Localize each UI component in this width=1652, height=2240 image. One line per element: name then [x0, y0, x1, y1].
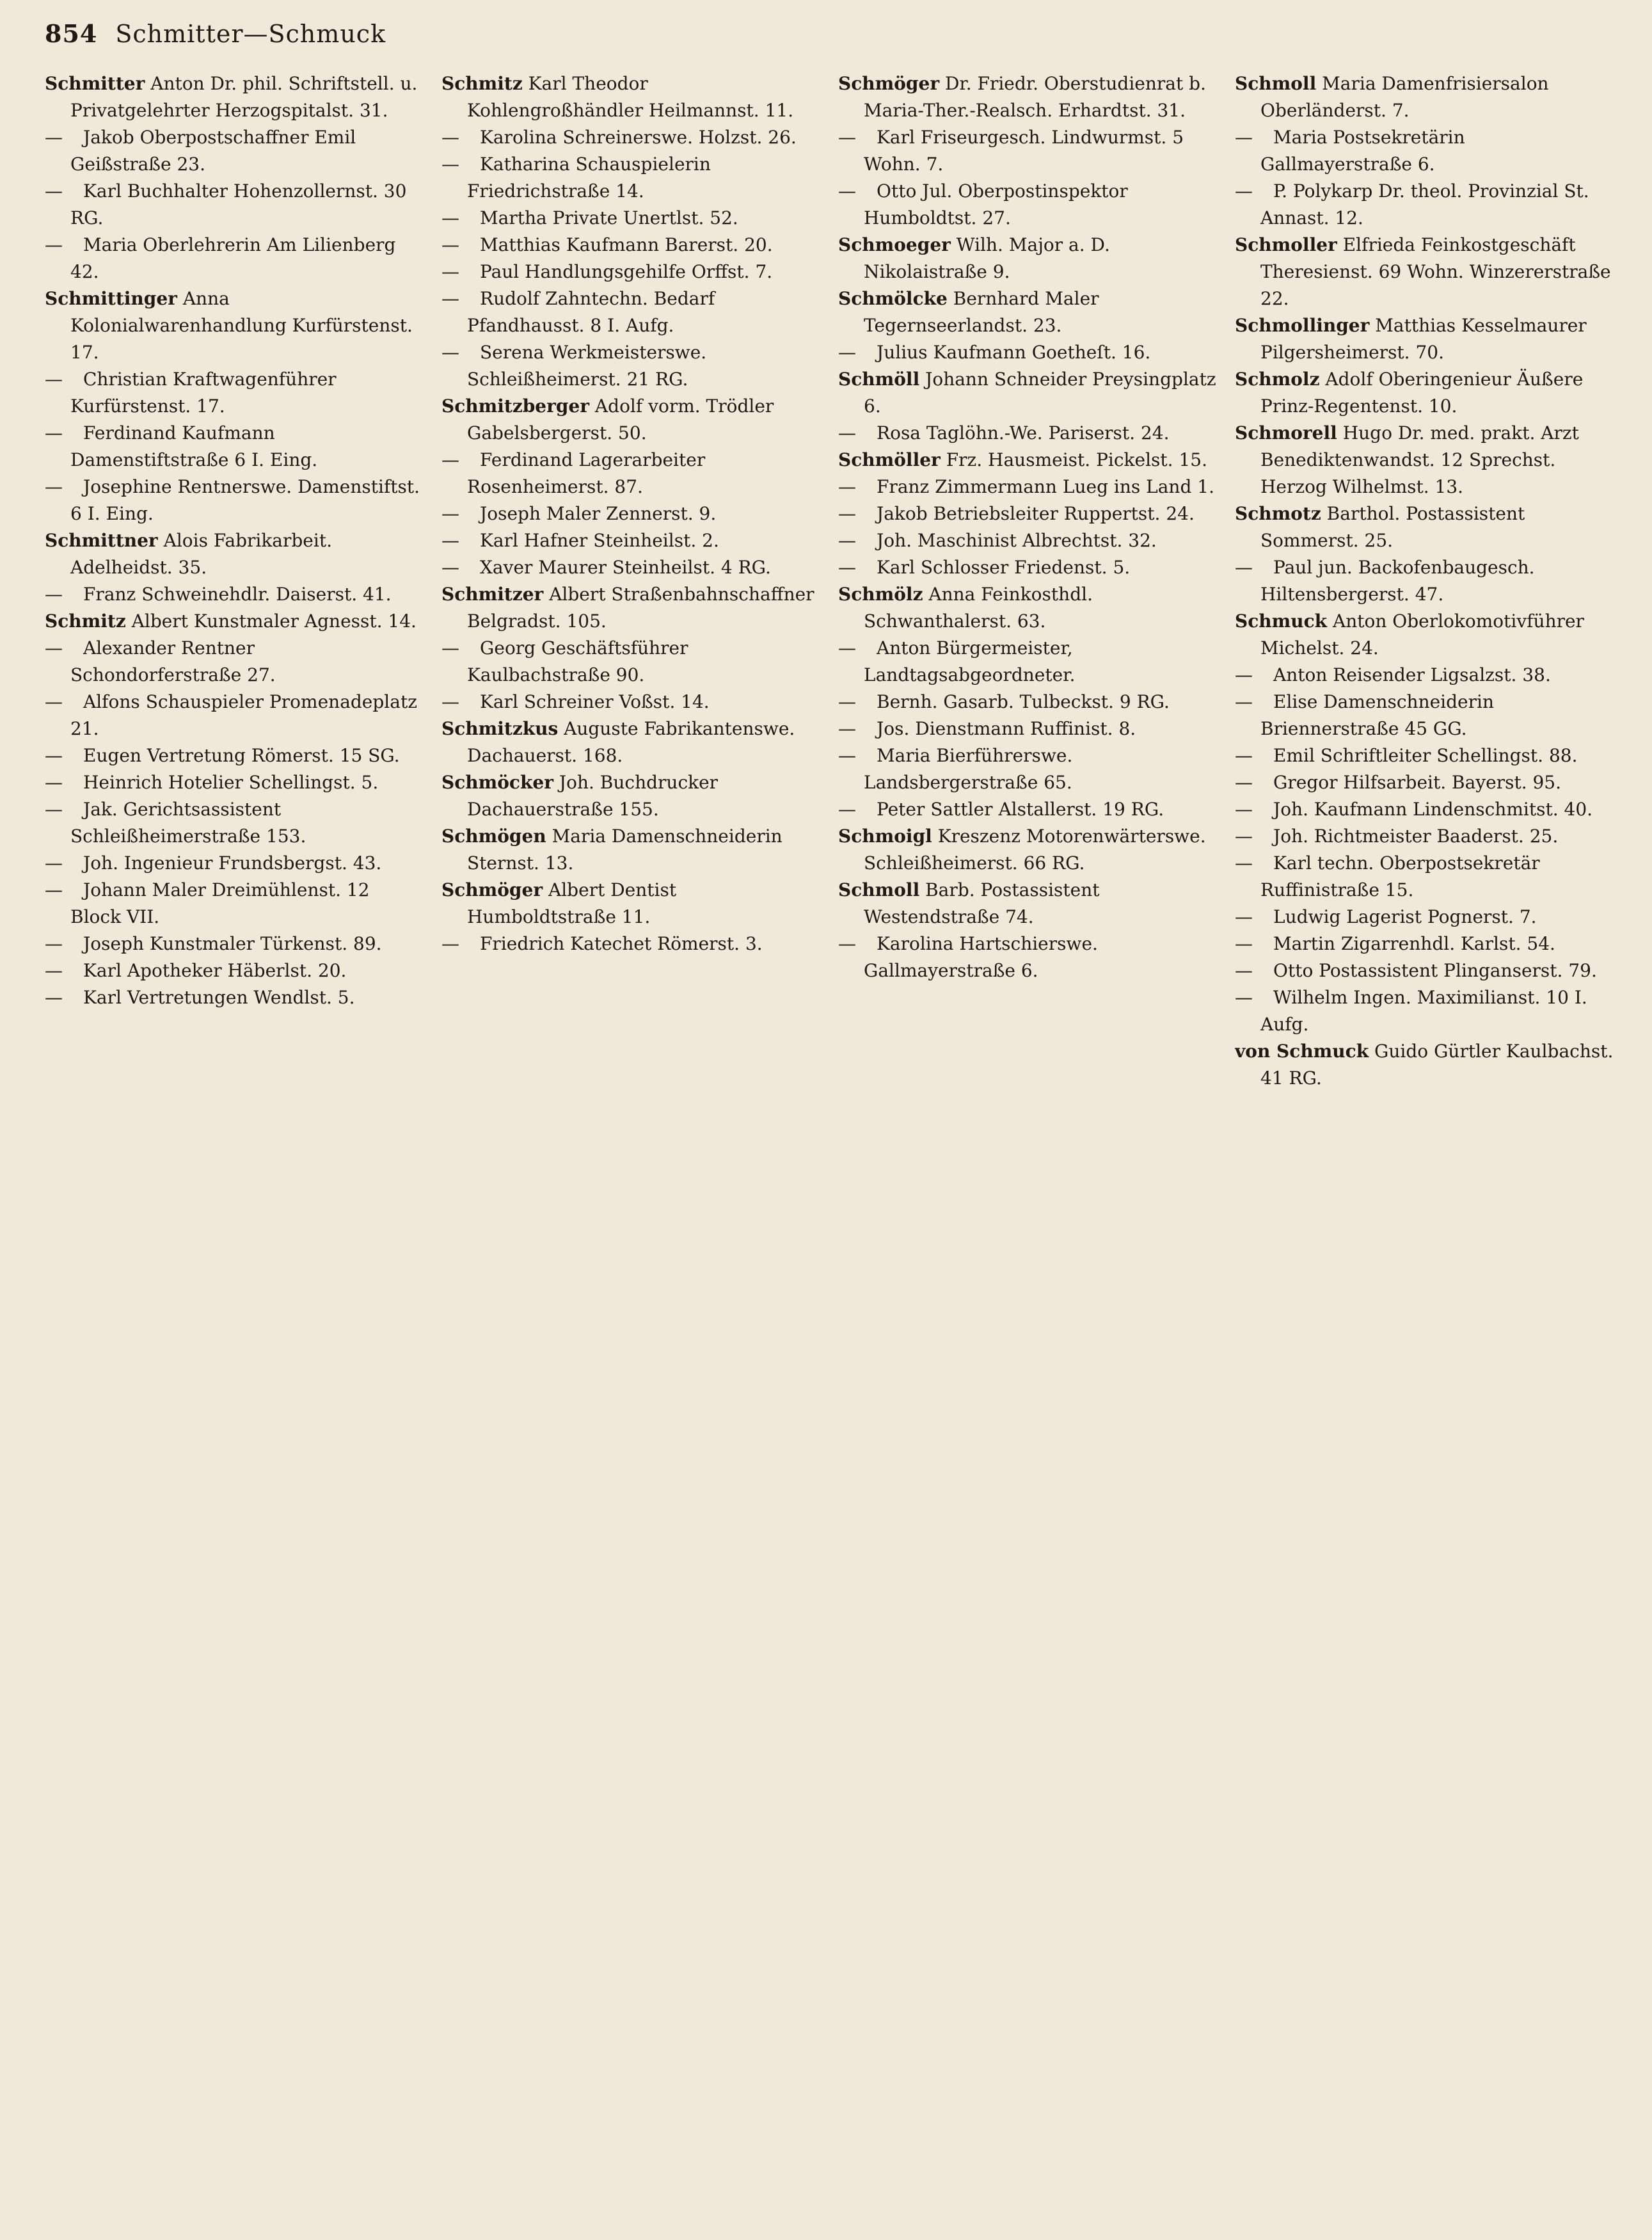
- entry-text: Franz Schweinehdlr. Daiserst. 41.: [83, 584, 392, 605]
- entry-repeat-dash: —: [441, 154, 459, 175]
- directory-entry: [838, 366, 1217, 420]
- entry-text: Joh. Ingenieur Frundsbergst. 43.: [83, 852, 382, 874]
- entry-repeat-dash: —: [838, 180, 856, 202]
- directory-entry: [45, 608, 424, 635]
- running-head: [45, 19, 1614, 58]
- entry-repeat-dash: —: [1235, 987, 1253, 1008]
- directory-entry: [441, 447, 820, 500]
- entry-repeat-dash: —: [45, 879, 63, 900]
- directory-entry: [1235, 796, 1614, 823]
- entry-repeat-dash: —: [45, 127, 63, 148]
- entry-repeat-dash: —: [45, 799, 63, 820]
- directory-entry: [838, 796, 1217, 823]
- column-4: [1235, 70, 1614, 2214]
- directory-entry: [838, 581, 1217, 635]
- entry-text: Joh. Richtmeister Baaderst. 25.: [1273, 826, 1559, 847]
- entry-text: Joseph Maler Zennerst. 9.: [480, 503, 717, 524]
- entry-repeat-dash: —: [45, 960, 63, 981]
- directory-entry: [45, 581, 424, 608]
- entry-repeat-dash: —: [45, 584, 63, 605]
- entry-text: Friedrich Katechet Römerst. 3.: [480, 933, 763, 954]
- entry-surname: Schmitz: [45, 611, 126, 632]
- entry-text: Albert Straßenbahnschaffner Belgradst. 105.: [467, 584, 814, 632]
- directory-entry: [1235, 124, 1614, 178]
- directory-entry: [1235, 608, 1614, 662]
- entry-text: Karolina Hartschierswe. Gallmayerstraße 6.: [864, 933, 1098, 981]
- entry-text: Ludwig Lagerist Pognerst. 7.: [1273, 906, 1537, 927]
- directory-entry: [441, 769, 820, 823]
- entry-text: Christian Kraftwagenführer Kurfürstenst. 17.: [70, 369, 337, 417]
- entry-text: Maria Oberlehrerin Am Lilienberg 42.: [70, 234, 396, 282]
- entry-text: Ferdinand Kaufmann Damenstiftstraße 6 I. Eing.: [70, 422, 318, 470]
- entry-surname: Schmöller: [838, 449, 941, 470]
- column-3: [838, 70, 1217, 2214]
- directory-entry: [45, 124, 424, 178]
- entry-text: Maria Bierführerswe. Landsbergerstraße 65.: [864, 745, 1073, 793]
- directory-entry: [45, 420, 424, 474]
- entry-surname: Schmöger: [441, 879, 543, 900]
- directory-entry: [1235, 850, 1614, 904]
- entry-surname: Schmoller: [1235, 234, 1337, 255]
- entry-surname: Schmölz: [838, 584, 923, 605]
- directory-entry: [45, 742, 424, 769]
- entry-surname: von Schmuck: [1235, 1041, 1369, 1062]
- entry-surname: Schmöll: [838, 369, 920, 390]
- entry-repeat-dash: —: [441, 261, 459, 282]
- entry-text: Elfrieda Feinkostgeschäft Theresienst. 69 Wohn. Winzererstraße 22.: [1260, 234, 1611, 309]
- directory-entry: [1235, 420, 1614, 500]
- directory-entry: [441, 554, 820, 581]
- entry-repeat-dash: —: [838, 503, 856, 524]
- directory-entry: [1235, 70, 1614, 124]
- entry-text: Matthias Kesselmaurer Pilgersheimerst. 70.: [1260, 315, 1587, 363]
- entry-repeat-dash: —: [838, 530, 856, 551]
- entry-repeat-dash: —: [1235, 691, 1253, 712]
- entry-surname: Schmitzkus: [441, 718, 559, 739]
- entry-surname: Schmöcker: [441, 772, 553, 793]
- entry-text: Jakob Betriebsleiter Ruppertst. 24.: [877, 503, 1195, 524]
- directory-entry: [838, 232, 1217, 285]
- entry-surname: Schmittner: [45, 530, 158, 551]
- entry-repeat-dash: —: [45, 745, 63, 766]
- entry-repeat-dash: —: [45, 476, 63, 497]
- directory-entry: [1235, 366, 1614, 420]
- directory-entry: [441, 70, 820, 124]
- entry-surname: Schmoigl: [838, 826, 932, 847]
- entry-repeat-dash: —: [441, 127, 459, 148]
- directory-entry: [441, 285, 820, 339]
- entry-repeat-dash: —: [838, 933, 856, 954]
- directory-entry: [1235, 500, 1614, 554]
- directory-entry: [441, 716, 820, 769]
- directory-entry: [441, 581, 820, 635]
- entry-text: Gregor Hilfsarbeit. Bayerst. 95.: [1273, 772, 1562, 793]
- entry-text: Karl Apotheker Häberlst. 20.: [83, 960, 347, 981]
- entry-repeat-dash: —: [838, 799, 856, 820]
- directory-entry: [441, 635, 820, 689]
- directory-entry: [1235, 662, 1614, 689]
- entry-surname: Schmittinger: [45, 288, 177, 309]
- entry-text: Otto Postassistent Plinganserst. 79.: [1273, 960, 1597, 981]
- entry-text: Karolina Schreinerswe. Holzst. 26.: [480, 127, 797, 148]
- entry-text: Karl Schreiner Voßst. 14.: [480, 691, 710, 712]
- directory-entry: [45, 527, 424, 581]
- entry-repeat-dash: —: [1235, 745, 1253, 766]
- entry-text: Bernh. Gasarb. Tulbeckst. 9 RG.: [877, 691, 1170, 712]
- directory-entry: [45, 877, 424, 931]
- entry-text: Anton Bürgermeister, Landtagsabgeordneter.: [864, 637, 1076, 685]
- directory-entry: [441, 393, 820, 447]
- directory-entry: [45, 474, 424, 527]
- directory-entry: [441, 259, 820, 285]
- entry-repeat-dash: —: [1235, 906, 1253, 927]
- entry-text: Wilh. Major a. D. Nikolaistraße 9.: [864, 234, 1110, 282]
- directory-entry: [838, 339, 1217, 366]
- entry-text: Adolf vorm. Trödler Gabelsbergerst. 50.: [467, 396, 774, 444]
- entry-text: Anna Kolonialwarenhandlung Kurfürstenst. 17.: [70, 288, 413, 363]
- directory-entry: [838, 635, 1217, 689]
- entry-text: Ferdinand Lagerarbeiter Rosenheimerst. 87.: [467, 449, 706, 497]
- entry-surname: Schmotz: [1235, 503, 1321, 524]
- directory-entry: [441, 124, 820, 151]
- entry-text: Franz Zimmermann Lueg ins Land 1.: [877, 476, 1215, 497]
- entry-text: Alois Fabrikarbeit. Adelheidst. 35.: [70, 530, 332, 578]
- entry-repeat-dash: —: [838, 691, 856, 712]
- entry-text: Georg Geschäftsführer Kaulbachstraße 90.: [467, 637, 688, 685]
- entry-repeat-dash: —: [441, 691, 459, 712]
- entry-text: Emil Schriftleiter Schellingst. 88.: [1273, 745, 1578, 766]
- entry-text: Serena Werkmeisterswe. Schleißheimerst. 21 RG.: [467, 342, 707, 390]
- directory-entry: [838, 716, 1217, 742]
- entry-text: Katharina Schauspielerin Friedrichstraße 14.: [467, 154, 711, 202]
- entry-text: Wilhelm Ingen. Maximilianst. 10 I. Aufg.: [1260, 987, 1587, 1035]
- entry-text: Anna Feinkosthdl. Schwanthalerst. 63.: [864, 584, 1093, 632]
- entry-repeat-dash: —: [441, 530, 459, 551]
- entry-repeat-dash: —: [838, 476, 856, 497]
- entry-repeat-dash: —: [1235, 960, 1253, 981]
- entry-text: Paul jun. Backofenbaugesch. Hiltensbergerst. 47.: [1260, 557, 1535, 605]
- entry-text: Eugen Vertretung Römerst. 15 SG.: [83, 745, 400, 766]
- directory-entry: [1235, 312, 1614, 366]
- entry-surname: Schmitzberger: [441, 396, 590, 417]
- entry-surname: Schmitzer: [441, 584, 544, 605]
- directory-entry: [45, 635, 424, 689]
- entry-surname: Schmoeger: [838, 234, 951, 255]
- directory-entry: [838, 823, 1217, 877]
- entry-text: Alfons Schauspieler Promenadeplatz 21.: [70, 691, 417, 739]
- entry-surname: Schmollinger: [1235, 315, 1370, 336]
- directory-entry: [45, 769, 424, 796]
- entry-repeat-dash: —: [838, 422, 856, 444]
- entry-text: Barthol. Postassistent Sommerst. 25.: [1260, 503, 1525, 551]
- directory-entry: [45, 957, 424, 984]
- entry-text: Kreszenz Motorenwärterswe. Schleißheimerst. 66 RG.: [864, 826, 1206, 874]
- directory-page: [45, 19, 1614, 2214]
- entry-repeat-dash: —: [441, 557, 459, 578]
- directory-entry: [1235, 904, 1614, 931]
- entry-surname: Schmögen: [441, 826, 546, 847]
- entry-repeat-dash: —: [1235, 772, 1253, 793]
- directory-entry: [45, 178, 424, 232]
- directory-entry: [1235, 554, 1614, 608]
- entry-text: Joseph Kunstmaler Türkenst. 89.: [83, 933, 382, 954]
- entry-surname: Schmuck: [1235, 611, 1328, 632]
- entry-repeat-dash: —: [441, 637, 459, 659]
- directory-entry: [441, 527, 820, 554]
- entry-text: Dr. Friedr. Oberstudienrat b. Maria-Ther.-Realsch. Erhardtst. 31.: [864, 73, 1206, 121]
- entry-text: Anton Oberlokomotivführer Michelst. 24.: [1260, 611, 1584, 659]
- entry-text: Joh. Buchdrucker Dachauerstraße 155.: [467, 772, 719, 820]
- entry-repeat-dash: —: [45, 987, 63, 1008]
- entry-repeat-dash: —: [441, 449, 459, 470]
- entry-text: Auguste Fabrikantenswe. Dachauerst. 168.: [467, 718, 795, 766]
- directory-entry: [45, 984, 424, 1011]
- entry-text: Rudolf Zahntechn. Bedarf Pfandhausst. 8 I. Aufg.: [467, 288, 715, 336]
- entry-repeat-dash: —: [441, 933, 459, 954]
- entry-text: Xaver Maurer Steinheilst. 4 RG.: [480, 557, 771, 578]
- entry-repeat-dash: —: [441, 503, 459, 524]
- directory-entry: [1235, 931, 1614, 957]
- entry-repeat-dash: —: [838, 557, 856, 578]
- entry-surname: Schmitz: [441, 73, 523, 94]
- entry-repeat-dash: —: [1235, 127, 1253, 148]
- directory-entry: [441, 500, 820, 527]
- entry-repeat-dash: —: [1235, 933, 1253, 954]
- entry-repeat-dash: —: [45, 852, 63, 874]
- entry-repeat-dash: —: [441, 207, 459, 228]
- directory-entry: [45, 796, 424, 850]
- entry-surname: Schmöger: [838, 73, 940, 94]
- entry-repeat-dash: —: [441, 288, 459, 309]
- directory-entry: [45, 689, 424, 742]
- directory-entry: [45, 232, 424, 285]
- entry-repeat-dash: —: [441, 234, 459, 255]
- entry-text: Albert Dentist Humboldtstraße 11.: [467, 879, 677, 927]
- entry-text: Jos. Dienstmann Ruffinist. 8.: [877, 718, 1136, 739]
- entry-repeat-dash: —: [45, 422, 63, 444]
- entry-surname: Schmolz: [1235, 369, 1320, 390]
- entry-text: Adolf Oberingenieur Äußere Prinz-Regentenst. 10.: [1260, 369, 1584, 417]
- entry-text: Martin Zigarrenhdl. Karlst. 54.: [1273, 933, 1555, 954]
- entry-text: Bernhard Maler Tegernseerlandst. 23.: [864, 288, 1099, 336]
- directory-columns: [45, 70, 1614, 2214]
- directory-entry: [1235, 769, 1614, 796]
- directory-entry: [441, 232, 820, 259]
- entry-text: Jak. Gerichtsassistent Schleißheimerstraße 153.: [70, 799, 306, 847]
- entry-text: Martha Private Unertlst. 52.: [480, 207, 738, 228]
- directory-entry: [838, 742, 1217, 796]
- entry-surname: Schmölcke: [838, 288, 948, 309]
- directory-entry: [838, 474, 1217, 500]
- entry-text: Hugo Dr. med. prakt. Arzt Benediktenwandst. 12 Sprechst. Herzog Wilhelmst. 13.: [1260, 422, 1579, 497]
- entry-repeat-dash: —: [45, 933, 63, 954]
- entry-text: Frz. Hausmeist. Pickelst. 15.: [946, 449, 1207, 470]
- entry-text: Johann Maler Dreimühlenst. 12 Block VII.: [70, 879, 370, 927]
- entry-repeat-dash: —: [45, 234, 63, 255]
- directory-entry: [1235, 823, 1614, 850]
- entry-text: Heinrich Hotelier Schellingst. 5.: [83, 772, 379, 793]
- entry-repeat-dash: —: [838, 745, 856, 766]
- page-number: 854: [45, 19, 98, 48]
- directory-entry: [441, 689, 820, 716]
- directory-entry: [45, 931, 424, 957]
- directory-entry: [838, 420, 1217, 447]
- entry-text: Johann Schneider Preysingplatz 6.: [864, 369, 1216, 417]
- entry-text: Jakob Oberpostschaffner Emil Geißstraße 23.: [70, 127, 356, 175]
- directory-entry: [838, 124, 1217, 178]
- directory-entry: [838, 285, 1217, 339]
- entry-text: Maria Damenschneiderin Sternst. 13.: [467, 826, 782, 874]
- column-1: [45, 70, 424, 2214]
- directory-entry: [1235, 984, 1614, 1038]
- directory-entry: [441, 877, 820, 931]
- entry-text: Paul Handlungsgehilfe Orffst. 7.: [480, 261, 773, 282]
- entry-repeat-dash: —: [838, 127, 856, 148]
- entry-repeat-dash: —: [1235, 852, 1253, 874]
- directory-entry: [838, 554, 1217, 581]
- entry-text: Joh. Kaufmann Lindenschmitst. 40.: [1273, 799, 1593, 820]
- entry-text: Josephine Rentnerswe. Damenstiftst. 6 I. Eing.: [70, 476, 420, 524]
- entry-repeat-dash: —: [1235, 664, 1253, 685]
- entry-text: Karl Hafner Steinheilst. 2.: [480, 530, 719, 551]
- entry-text: Otto Jul. Oberpostinspektor Humboldtst. 27.: [864, 180, 1128, 228]
- directory-entry: [1235, 957, 1614, 984]
- entry-text: Alexander Rentner Schondorferstraße 27.: [70, 637, 276, 685]
- entry-text: Karl Schlosser Friedenst. 5.: [877, 557, 1131, 578]
- directory-entry: [45, 850, 424, 877]
- entry-text: Peter Sattler Alstallerst. 19 RG.: [877, 799, 1164, 820]
- entry-repeat-dash: —: [45, 637, 63, 659]
- directory-entry: [1235, 689, 1614, 742]
- directory-entry: [441, 931, 820, 957]
- directory-entry: [838, 689, 1217, 716]
- directory-entry: [45, 70, 424, 124]
- entry-text: Anton Reisender Ligsalzst. 38.: [1273, 664, 1551, 685]
- entry-text: Karl Friseurgesch. Lindwurmst. 5 Wohn. 7.: [864, 127, 1184, 175]
- entry-surname: Schmitter: [45, 73, 145, 94]
- entry-surname: Schmoll: [838, 879, 920, 900]
- directory-entry: [1235, 178, 1614, 232]
- directory-entry: [441, 339, 820, 393]
- entry-repeat-dash: —: [838, 342, 856, 363]
- directory-entry: [838, 447, 1217, 474]
- entry-repeat-dash: —: [1235, 180, 1253, 202]
- entry-text: Elise Damenschneiderin Briennerstraße 45 GG.: [1260, 691, 1494, 739]
- entry-repeat-dash: —: [1235, 799, 1253, 820]
- entry-text: Matthias Kaufmann Barerst. 20.: [480, 234, 773, 255]
- entry-text: Guido Gürtler Kaulbachst. 41 RG.: [1260, 1041, 1614, 1089]
- directory-entry: [1235, 742, 1614, 769]
- entry-repeat-dash: —: [1235, 557, 1253, 578]
- entry-text: Karl Theodor Kohlengroßhändler Heilmannst. 11.: [467, 73, 794, 121]
- directory-entry: [441, 151, 820, 205]
- entry-repeat-dash: —: [838, 637, 856, 659]
- entry-repeat-dash: —: [45, 691, 63, 712]
- directory-entry: [1235, 1038, 1614, 1092]
- column-2: [441, 70, 820, 2214]
- entry-text: Julius Kaufmann Goetheſt. 16.: [877, 342, 1151, 363]
- entry-repeat-dash: —: [45, 772, 63, 793]
- entry-text: Anton Dr. phil. Schriftstell. u. Privatgelehrter Herzogspitalst. 31.: [70, 73, 418, 121]
- entry-repeat-dash: —: [838, 718, 856, 739]
- entry-text: Joh. Maschinist Albrechtst. 32.: [877, 530, 1157, 551]
- entry-text: Karl techn. Oberpostsekretär Ruffinistraße 15.: [1260, 852, 1540, 900]
- entry-text: Maria Postsekretärin Gallmayerstraße 6.: [1260, 127, 1465, 175]
- entry-text: Albert Kunstmaler Agnesst. 14.: [131, 611, 417, 632]
- entry-surname: Schmoll: [1235, 73, 1317, 94]
- directory-entry: [1235, 232, 1614, 312]
- entry-text: Maria Damenfrisiersalon Oberländerst. 7.: [1260, 73, 1549, 121]
- directory-entry: [45, 285, 424, 366]
- directory-entry: [441, 205, 820, 232]
- entry-repeat-dash: —: [45, 180, 63, 202]
- entry-repeat-dash: —: [441, 342, 459, 363]
- directory-entry: [838, 931, 1217, 984]
- directory-entry: [838, 527, 1217, 554]
- directory-entry: [838, 877, 1217, 931]
- running-head-title: Schmitter—Schmuck: [115, 20, 386, 48]
- directory-entry: [838, 500, 1217, 527]
- directory-entry: [441, 823, 820, 877]
- entry-text: P. Polykarp Dr. theol. Provinzial St. Annast. 12.: [1260, 180, 1589, 228]
- directory-entry: [838, 70, 1217, 124]
- entry-text: Rosa Taglöhn.-We. Pariserst. 24.: [877, 422, 1170, 444]
- entry-text: Barb. Postassistent Westendstraße 74.: [864, 879, 1100, 927]
- entry-text: Karl Buchhalter Hohenzollernst. 30 RG.: [70, 180, 407, 228]
- entry-text: Karl Vertretungen Wendlst. 5.: [83, 987, 355, 1008]
- entry-surname: Schmorell: [1235, 422, 1337, 444]
- entry-repeat-dash: —: [1235, 826, 1253, 847]
- directory-entry: [838, 178, 1217, 232]
- entry-repeat-dash: —: [45, 369, 63, 390]
- directory-entry: [45, 366, 424, 420]
